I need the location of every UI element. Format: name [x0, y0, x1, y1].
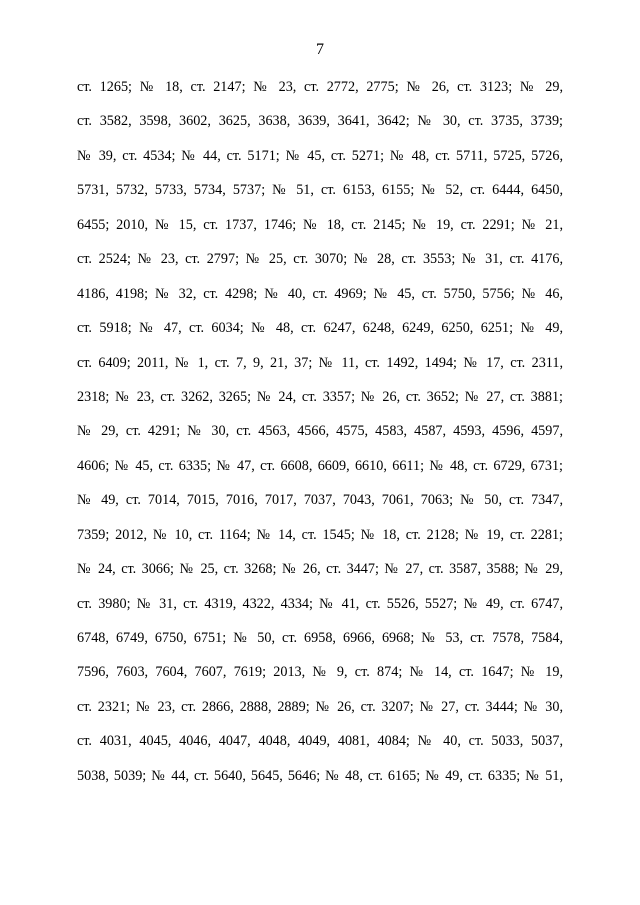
text-line: 4606; № 45, ст. 6335; № 47, ст. 6608, 6609, 6610, 6611; № 48, ст. 6729, 6731;: [77, 457, 563, 474]
text-line: № 39, ст. 4534; № 44, ст. 5171; № 45, ст. 5271; № 48, ст. 5711, 5725, 5726,: [77, 147, 563, 164]
text-line: ст. 5918; № 47, ст. 6034; № 48, ст. 6247, 6248, 6249, 6250, 6251; № 49,: [77, 320, 563, 337]
text-line: 7359; 2012, № 10, ст. 1164; № 14, ст. 1545; № 18, ст. 2128; № 19, ст. 2281;: [77, 526, 563, 543]
text-line: ст. 2321; № 23, ст. 2866, 2888, 2889; № 26, ст. 3207; № 27, ст. 3444; № 30,: [77, 698, 563, 715]
text-line: ст. 3980; № 31, ст. 4319, 4322, 4334; № 41, ст. 5526, 5527; № 49, ст. 6747,: [77, 595, 563, 612]
text-line: 6748, 6749, 6750, 6751; № 50, ст. 6958, 6966, 6968; № 53, ст. 7578, 7584,: [77, 630, 563, 646]
text-line: № 49, ст. 7014, 7015, 7016, 7017, 7037, 7043, 7061, 7063; № 50, ст. 7347,: [77, 492, 563, 509]
text-line: ст. 3582, 3598, 3602, 3625, 3638, 3639, 3641, 3642; № 30, ст. 3735, 3739;: [77, 113, 563, 130]
text-line: ст. 4031, 4045, 4046, 4047, 4048, 4049, 4081, 4084; № 40, ст. 5033, 5037,: [77, 733, 563, 750]
text-line: № 29, ст. 4291; № 30, ст. 4563, 4566, 4575, 4583, 4587, 4593, 4596, 4597,: [77, 423, 563, 440]
text-line: 7596, 7603, 7604, 7607, 7619; 2013, № 9, ст. 874; № 14, ст. 1647; № 19,: [77, 664, 563, 681]
text-line: 4186, 4198; № 32, ст. 4298; № 40, ст. 4969; № 45, ст. 5750, 5756; № 46,: [77, 285, 563, 302]
text-line: 5731, 5732, 5733, 5734, 5737; № 51, ст. 6153, 6155; № 52, ст. 6444, 6450,: [77, 182, 563, 199]
page-number: 7: [316, 41, 324, 58]
text-line: ст. 6409; 2011, № 1, ст. 7, 9, 21, 37; № 11, ст. 1492, 1494; № 17, ст. 2311,: [77, 354, 563, 371]
text-line: ст. 2524; № 23, ст. 2797; № 25, ст. 3070; № 28, ст. 3553; № 31, ст. 4176,: [77, 251, 563, 268]
document-body-text: [77, 77, 563, 800]
text-line: № 24, ст. 3066; № 25, ст. 3268; № 26, ст. 3447; № 27, ст. 3587, 3588; № 29,: [77, 561, 563, 578]
text-line: ст. 1265; № 18, ст. 2147; № 23, ст. 2772, 2775; № 26, ст. 3123; № 29,: [77, 79, 563, 95]
text-line: 2318; № 23, ст. 3262, 3265; № 24, ст. 3357; № 26, ст. 3652; № 27, ст. 3881;: [77, 388, 563, 405]
text-line: 6455; 2010, № 15, ст. 1737, 1746; № 18, ст. 2145; № 19, ст. 2291; № 21,: [77, 216, 563, 233]
text-line: 5038, 5039; № 44, ст. 5640, 5645, 5646; № 48, ст. 6165; № 49, ст. 6335; № 51,: [77, 767, 563, 784]
